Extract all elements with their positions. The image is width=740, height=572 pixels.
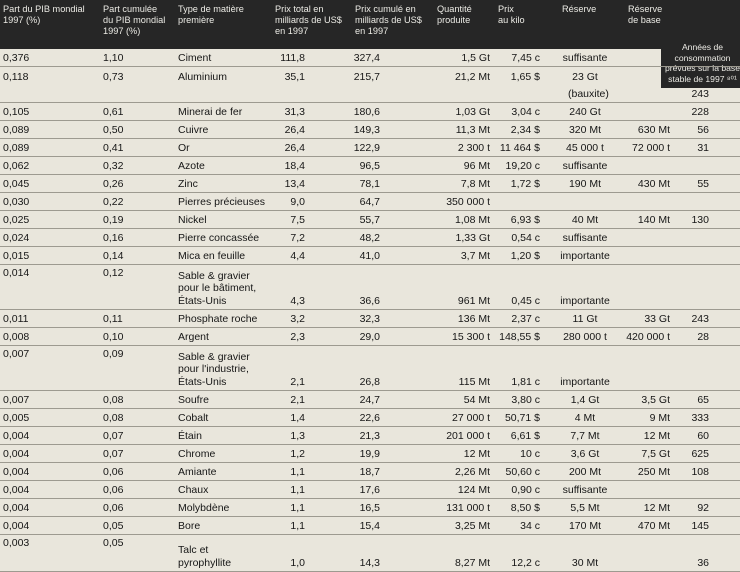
table-row bbox=[0, 328, 740, 346]
consumption-years-cell: 243 bbox=[691, 87, 709, 100]
pib-share-cell: 0,005 bbox=[3, 411, 30, 424]
base-reserve-cell: 12 Mt bbox=[643, 429, 670, 442]
total-price-cell: 2,1 bbox=[290, 375, 305, 388]
material-type-cell: Or bbox=[178, 141, 190, 154]
reserve-cell: suffisante bbox=[562, 231, 608, 244]
pib-share-cell: 0,025 bbox=[3, 213, 30, 226]
reserve-cell: importante bbox=[560, 375, 610, 388]
material-type-cell: Nickel bbox=[178, 213, 207, 226]
total-price-cell: 35,1 bbox=[284, 70, 305, 83]
cumulative-price-cell: 180,6 bbox=[353, 105, 380, 118]
pib-share-cell: 0,004 bbox=[3, 447, 30, 460]
pib-share-cell: 0,004 bbox=[3, 501, 30, 514]
cumulative-price-cell: 78,1 bbox=[359, 177, 380, 190]
base-reserve-cell: 420 000 t bbox=[626, 330, 670, 343]
quantity-cell: 27 000 t bbox=[452, 411, 490, 424]
quantity-cell: 350 000 t bbox=[446, 195, 490, 208]
base-reserve-cell: 470 Mt bbox=[637, 519, 670, 532]
material-type-cell: Chrome bbox=[178, 447, 216, 460]
total-price-cell: 3,2 bbox=[290, 312, 305, 325]
cumulative-price-cell: 32,3 bbox=[359, 312, 380, 325]
reserve-cell: 45 000 t bbox=[566, 141, 604, 154]
cumulative-price-cell: 22,6 bbox=[359, 411, 380, 424]
material-type-cell: Azote bbox=[178, 159, 205, 172]
consumption-years-cell: 130 bbox=[691, 213, 709, 226]
quantity-cell: 8,27 Mt bbox=[454, 556, 490, 569]
consumption-years-cell: 28 bbox=[697, 330, 709, 343]
material-type-cell: Aluminium bbox=[178, 70, 228, 83]
consumption-years-cell: 228 bbox=[691, 105, 709, 118]
reserve-note: (bauxite) bbox=[568, 87, 609, 100]
total-price-cell: 4,4 bbox=[290, 249, 305, 262]
header-material-type: Type de matière première bbox=[178, 4, 244, 25]
base-reserve-cell: 9 Mt bbox=[649, 411, 670, 424]
table-row bbox=[0, 67, 740, 103]
total-price-cell: 1,1 bbox=[290, 465, 305, 478]
price-per-kilo-cell: 8,50 $ bbox=[510, 501, 540, 514]
reserve-cell: 23 Gt bbox=[572, 70, 598, 83]
cumulative-share-cell: 0,73 bbox=[103, 70, 124, 83]
cumulative-share-cell: 0,12 bbox=[103, 266, 124, 279]
cumulative-price-cell: 96,5 bbox=[359, 159, 380, 172]
table-row bbox=[0, 157, 740, 175]
pib-share-cell: 0,004 bbox=[3, 429, 30, 442]
table-row bbox=[0, 481, 740, 499]
quantity-cell: 7,8 Mt bbox=[460, 177, 490, 190]
pib-share-cell: 0,089 bbox=[3, 123, 30, 136]
total-price-cell: 1,3 bbox=[290, 429, 305, 442]
base-reserve-cell: 72 000 t bbox=[632, 141, 670, 154]
pib-share-cell: 0,011 bbox=[3, 312, 29, 325]
quantity-cell: 136 Mt bbox=[457, 312, 490, 325]
header-base-reserve: Réserve de base bbox=[628, 4, 663, 25]
table-row bbox=[0, 49, 740, 67]
table-row bbox=[0, 346, 740, 391]
table-row bbox=[0, 229, 740, 247]
table-row bbox=[0, 391, 740, 409]
material-type-cell: Cobalt bbox=[178, 411, 209, 424]
cumulative-price-cell: 29,0 bbox=[359, 330, 380, 343]
reserve-cell: 3,6 Gt bbox=[570, 447, 600, 460]
header-total-price: Prix total en milliards de US$ en 1997 bbox=[275, 4, 342, 36]
cumulative-price-cell: 55,7 bbox=[359, 213, 380, 226]
cumulative-share-cell: 1,10 bbox=[103, 51, 124, 64]
total-price-cell: 13,4 bbox=[284, 177, 305, 190]
material-type-cell: Soufre bbox=[178, 393, 209, 406]
price-per-kilo-cell: 6,93 $ bbox=[510, 213, 540, 226]
cumulative-price-cell: 21,3 bbox=[359, 429, 380, 442]
reserve-cell: 190 Mt bbox=[568, 177, 602, 190]
reserve-cell: 40 Mt bbox=[571, 213, 599, 226]
quantity-cell: 124 Mt bbox=[457, 483, 490, 496]
pib-share-cell: 0,003 bbox=[3, 536, 30, 549]
price-per-kilo-cell: 50,71 $ bbox=[504, 411, 540, 424]
base-reserve-cell: 33 Gt bbox=[644, 312, 670, 325]
total-price-cell: 26,4 bbox=[284, 141, 305, 154]
price-per-kilo-cell: 2,37 c bbox=[511, 312, 540, 325]
price-per-kilo-cell: 12,2 c bbox=[511, 556, 540, 569]
reserve-cell: 320 Mt bbox=[568, 123, 602, 136]
quantity-cell: 54 Mt bbox=[463, 393, 490, 406]
total-price-cell: 4,3 bbox=[290, 294, 305, 307]
table-row bbox=[0, 409, 740, 427]
header-quantity: Quantité produite bbox=[437, 4, 472, 25]
header-consumption-years-label: Années de consommation prévues sur la base stable de 1997 ⁸⁰¹ bbox=[665, 42, 740, 84]
material-type-cell: Zinc bbox=[178, 177, 198, 190]
quantity-cell: 11,3 Mt bbox=[455, 123, 490, 136]
material-type-cell: Sable & gravier pour le bâtiment, États-Unis bbox=[178, 269, 257, 307]
price-per-kilo-cell: 0,54 c bbox=[511, 231, 540, 244]
pib-share-cell: 0,004 bbox=[3, 465, 30, 478]
quantity-cell: 1,03 Gt bbox=[455, 105, 490, 118]
reserve-cell: suffisante bbox=[562, 51, 608, 64]
pib-share-cell: 0,045 bbox=[3, 177, 30, 190]
cumulative-share-cell: 0,09 bbox=[103, 347, 124, 360]
cumulative-share-cell: 0,06 bbox=[103, 483, 124, 496]
material-type-cell: Molybdène bbox=[178, 501, 230, 514]
header-pib-share: Part du PIB mondial 1997 (%) bbox=[3, 4, 85, 25]
consumption-years-cell: 625 bbox=[691, 447, 709, 460]
total-price-cell: 2,3 bbox=[290, 330, 305, 343]
cumulative-share-cell: 0,08 bbox=[103, 411, 124, 424]
consumption-years-cell: 60 bbox=[697, 429, 709, 442]
price-per-kilo-cell: 148,55 $ bbox=[499, 330, 540, 343]
header-price-per-kilo: Prix au kilo bbox=[498, 4, 525, 25]
cumulative-share-cell: 0,11 bbox=[103, 312, 123, 325]
price-per-kilo-cell: 7,45 c bbox=[511, 51, 540, 64]
cumulative-share-cell: 0,41 bbox=[103, 141, 124, 154]
cumulative-price-cell: 41,0 bbox=[359, 249, 380, 262]
cumulative-share-cell: 0,05 bbox=[103, 519, 124, 532]
cumulative-share-cell: 0,07 bbox=[103, 447, 124, 460]
quantity-cell: 2 300 t bbox=[457, 141, 490, 154]
total-price-cell: 7,5 bbox=[290, 213, 305, 226]
pib-share-cell: 0,004 bbox=[3, 519, 30, 532]
total-price-cell: 1,4 bbox=[290, 411, 305, 424]
cumulative-price-cell: 24,7 bbox=[359, 393, 380, 406]
material-type-cell: Bore bbox=[178, 519, 201, 532]
cumulative-share-cell: 0,07 bbox=[103, 429, 124, 442]
table-row bbox=[0, 535, 740, 572]
pib-share-cell: 0,007 bbox=[3, 347, 30, 360]
table-row bbox=[0, 517, 740, 535]
base-reserve-cell: 3,5 Gt bbox=[641, 393, 670, 406]
material-type-cell: Pierres précieuses bbox=[178, 195, 265, 208]
reserve-cell: suffisante bbox=[562, 159, 608, 172]
reserve-cell: importante bbox=[560, 294, 610, 307]
total-price-cell: 1,1 bbox=[290, 501, 305, 514]
cumulative-price-cell: 36,6 bbox=[359, 294, 380, 307]
header-reserve: Réserve bbox=[562, 4, 597, 14]
reserve-cell: 30 Mt bbox=[571, 556, 599, 569]
table-row bbox=[0, 445, 740, 463]
total-price-cell: 2,1 bbox=[290, 393, 305, 406]
material-type-cell: Chaux bbox=[178, 483, 209, 496]
cumulative-share-cell: 0,06 bbox=[103, 465, 124, 478]
price-per-kilo-cell: 10 c bbox=[520, 447, 540, 460]
cumulative-price-cell: 14,3 bbox=[359, 556, 380, 569]
cumulative-price-cell: 19,9 bbox=[359, 447, 380, 460]
quantity-cell: 21,2 Mt bbox=[454, 70, 490, 83]
pib-share-cell: 0,376 bbox=[3, 51, 30, 64]
consumption-years-cell: 333 bbox=[691, 411, 709, 424]
reserve-cell: 1,4 Gt bbox=[570, 393, 600, 406]
header-cumulative-share: Part cumulée du PIB mondial 1997 (%) bbox=[103, 4, 166, 36]
pib-share-cell: 0,024 bbox=[3, 231, 30, 244]
price-per-kilo-cell: 1,72 $ bbox=[510, 177, 540, 190]
quantity-cell: 15 300 t bbox=[452, 330, 490, 343]
table-row bbox=[0, 499, 740, 517]
material-type-cell: Talc et pyrophyllite bbox=[178, 544, 232, 569]
table-row bbox=[0, 193, 740, 211]
pib-share-cell: 0,008 bbox=[3, 330, 30, 343]
price-per-kilo-cell: 1,20 $ bbox=[510, 249, 540, 262]
base-reserve-cell: 7,5 Gt bbox=[641, 447, 670, 460]
pib-share-cell: 0,105 bbox=[3, 105, 30, 118]
table-row bbox=[0, 211, 740, 229]
quantity-cell: 115 Mt bbox=[458, 375, 490, 388]
total-price-cell: 1,2 bbox=[290, 447, 305, 460]
cumulative-share-cell: 0,61 bbox=[103, 105, 124, 118]
material-type-cell: Mica en feuille bbox=[178, 249, 246, 262]
price-per-kilo-cell: 2,34 $ bbox=[510, 123, 540, 136]
cumulative-share-cell: 0,06 bbox=[103, 501, 124, 514]
consumption-years-cell: 243 bbox=[691, 312, 709, 325]
pib-share-cell: 0,030 bbox=[3, 195, 30, 208]
quantity-cell: 3,7 Mt bbox=[460, 249, 490, 262]
price-per-kilo-cell: 6,61 $ bbox=[510, 429, 540, 442]
price-per-kilo-cell: 1,65 $ bbox=[510, 70, 540, 83]
cumulative-price-cell: 17,6 bbox=[359, 483, 380, 496]
quantity-cell: 1,5 Gt bbox=[461, 51, 490, 64]
pib-share-cell: 0,062 bbox=[3, 159, 30, 172]
table-row bbox=[0, 139, 740, 157]
price-per-kilo-cell: 50,60 c bbox=[505, 465, 540, 478]
material-type-cell: Minerai de fer bbox=[178, 105, 243, 118]
cumulative-share-cell: 0,16 bbox=[103, 231, 124, 244]
reserve-cell: suffisante bbox=[562, 483, 608, 496]
total-price-cell: 1,0 bbox=[290, 556, 305, 569]
price-per-kilo-cell: 3,04 c bbox=[511, 105, 540, 118]
total-price-cell: 7,2 bbox=[290, 231, 305, 244]
total-price-cell: 31,3 bbox=[284, 105, 305, 118]
consumption-years-cell: 56 bbox=[697, 123, 709, 136]
cumulative-share-cell: 0,19 bbox=[103, 213, 124, 226]
table-row bbox=[0, 310, 740, 328]
reserve-cell: 5,5 Mt bbox=[570, 501, 600, 514]
quantity-cell: 1,08 Mt bbox=[454, 213, 490, 226]
base-reserve-cell: 250 Mt bbox=[637, 465, 670, 478]
cumulative-share-cell: 0,50 bbox=[103, 123, 124, 136]
consumption-years-cell: 36 bbox=[697, 556, 709, 569]
reserve-cell: 4 Mt bbox=[574, 411, 596, 424]
table-row bbox=[0, 427, 740, 445]
base-reserve-cell: 630 Mt bbox=[637, 123, 670, 136]
pib-share-cell: 0,089 bbox=[3, 141, 30, 154]
price-per-kilo-cell: 19,20 c bbox=[505, 159, 540, 172]
consumption-years-cell: 65 bbox=[697, 393, 709, 406]
material-type-cell: Cuivre bbox=[178, 123, 209, 136]
consumption-years-cell: 108 bbox=[691, 465, 709, 478]
quantity-cell: 3,25 Mt bbox=[454, 519, 490, 532]
consumption-years-cell: 145 bbox=[691, 519, 709, 532]
quantity-cell: 96 Mt bbox=[463, 159, 490, 172]
cumulative-price-cell: 16,5 bbox=[359, 501, 380, 514]
reserve-cell: 280 000 t bbox=[563, 330, 607, 343]
material-type-cell: Amiante bbox=[178, 465, 217, 478]
total-price-cell: 1,1 bbox=[290, 519, 305, 532]
material-type-cell: Phosphate roche bbox=[178, 312, 258, 325]
table-row bbox=[0, 121, 740, 139]
total-price-cell: 9,0 bbox=[290, 195, 305, 208]
quantity-cell: 12 Mt bbox=[463, 447, 490, 460]
cumulative-share-cell: 0,14 bbox=[103, 249, 124, 262]
cumulative-price-cell: 327,4 bbox=[353, 51, 380, 64]
price-per-kilo-cell: 0,45 c bbox=[511, 294, 540, 307]
pib-share-cell: 0,004 bbox=[3, 483, 30, 496]
consumption-years-cell: 31 bbox=[697, 141, 709, 154]
material-type-cell: Sable & gravier pour l'industrie, États-Unis bbox=[178, 350, 250, 388]
material-type-cell: Argent bbox=[178, 330, 209, 343]
cumulative-share-cell: 0,10 bbox=[103, 330, 124, 343]
cumulative-share-cell: 0,32 bbox=[103, 159, 124, 172]
quantity-cell: 2,26 Mt bbox=[454, 465, 490, 478]
pib-share-cell: 0,118 bbox=[3, 70, 29, 83]
quantity-cell: 961 Mt bbox=[457, 294, 490, 307]
cumulative-price-cell: 26,8 bbox=[359, 375, 380, 388]
cumulative-share-cell: 0,08 bbox=[103, 393, 124, 406]
price-per-kilo-cell: 3,80 c bbox=[511, 393, 540, 406]
quantity-cell: 201 000 t bbox=[446, 429, 490, 442]
cumulative-price-cell: 122,9 bbox=[353, 141, 380, 154]
material-type-cell: Ciment bbox=[178, 51, 212, 64]
header-cumulative-price: Prix cumulé en milliards de US$ en 1997 bbox=[355, 4, 422, 36]
table-row bbox=[0, 175, 740, 193]
cumulative-price-cell: 215,7 bbox=[353, 70, 380, 83]
base-reserve-cell: 140 Mt bbox=[637, 213, 670, 226]
quantity-cell: 1,33 Gt bbox=[455, 231, 490, 244]
total-price-cell: 26,4 bbox=[284, 123, 305, 136]
total-price-cell: 18,4 bbox=[284, 159, 305, 172]
cumulative-price-cell: 64,7 bbox=[359, 195, 380, 208]
base-reserve-cell: 430 Mt bbox=[637, 177, 670, 190]
reserve-cell: 7,7 Mt bbox=[570, 429, 600, 442]
price-per-kilo-cell: 1,81 c bbox=[511, 375, 540, 388]
reserve-cell: 200 Mt bbox=[568, 465, 602, 478]
reserve-cell: 170 Mt bbox=[568, 519, 602, 532]
base-reserve-cell: 12 Mt bbox=[643, 501, 670, 514]
reserve-cell: 240 Gt bbox=[569, 105, 601, 118]
table-row bbox=[0, 463, 740, 481]
cumulative-share-cell: 0,05 bbox=[103, 536, 124, 549]
reserve-cell: 11 Gt bbox=[572, 312, 598, 325]
price-per-kilo-cell: 11 464 $ bbox=[499, 141, 540, 154]
quantity-cell: 131 000 t bbox=[446, 501, 490, 514]
cumulative-share-cell: 0,22 bbox=[103, 195, 124, 208]
table-row bbox=[0, 103, 740, 121]
price-per-kilo-cell: 0,90 c bbox=[511, 483, 540, 496]
cumulative-price-cell: 15,4 bbox=[359, 519, 380, 532]
table-row bbox=[0, 265, 740, 310]
price-per-kilo-cell: 34 c bbox=[520, 519, 540, 532]
material-type-cell: Pierre concassée bbox=[178, 231, 260, 244]
consumption-years-cell: 55 bbox=[697, 177, 709, 190]
consumption-years-cell: 92 bbox=[697, 501, 709, 514]
pib-share-cell: 0,007 bbox=[3, 393, 30, 406]
pib-share-cell: 0,015 bbox=[3, 249, 30, 262]
cumulative-share-cell: 0,26 bbox=[103, 177, 124, 190]
total-price-cell: 111,8 bbox=[280, 51, 305, 64]
total-price-cell: 1,1 bbox=[290, 483, 305, 496]
reserve-cell: importante bbox=[560, 249, 610, 262]
pib-share-cell: 0,014 bbox=[3, 266, 30, 279]
cumulative-price-cell: 149,3 bbox=[353, 123, 380, 136]
cumulative-price-cell: 48,2 bbox=[359, 231, 380, 244]
table-row bbox=[0, 247, 740, 265]
cumulative-price-cell: 18,7 bbox=[359, 465, 380, 478]
table-header bbox=[0, 0, 740, 49]
material-type-cell: Étain bbox=[178, 429, 202, 442]
